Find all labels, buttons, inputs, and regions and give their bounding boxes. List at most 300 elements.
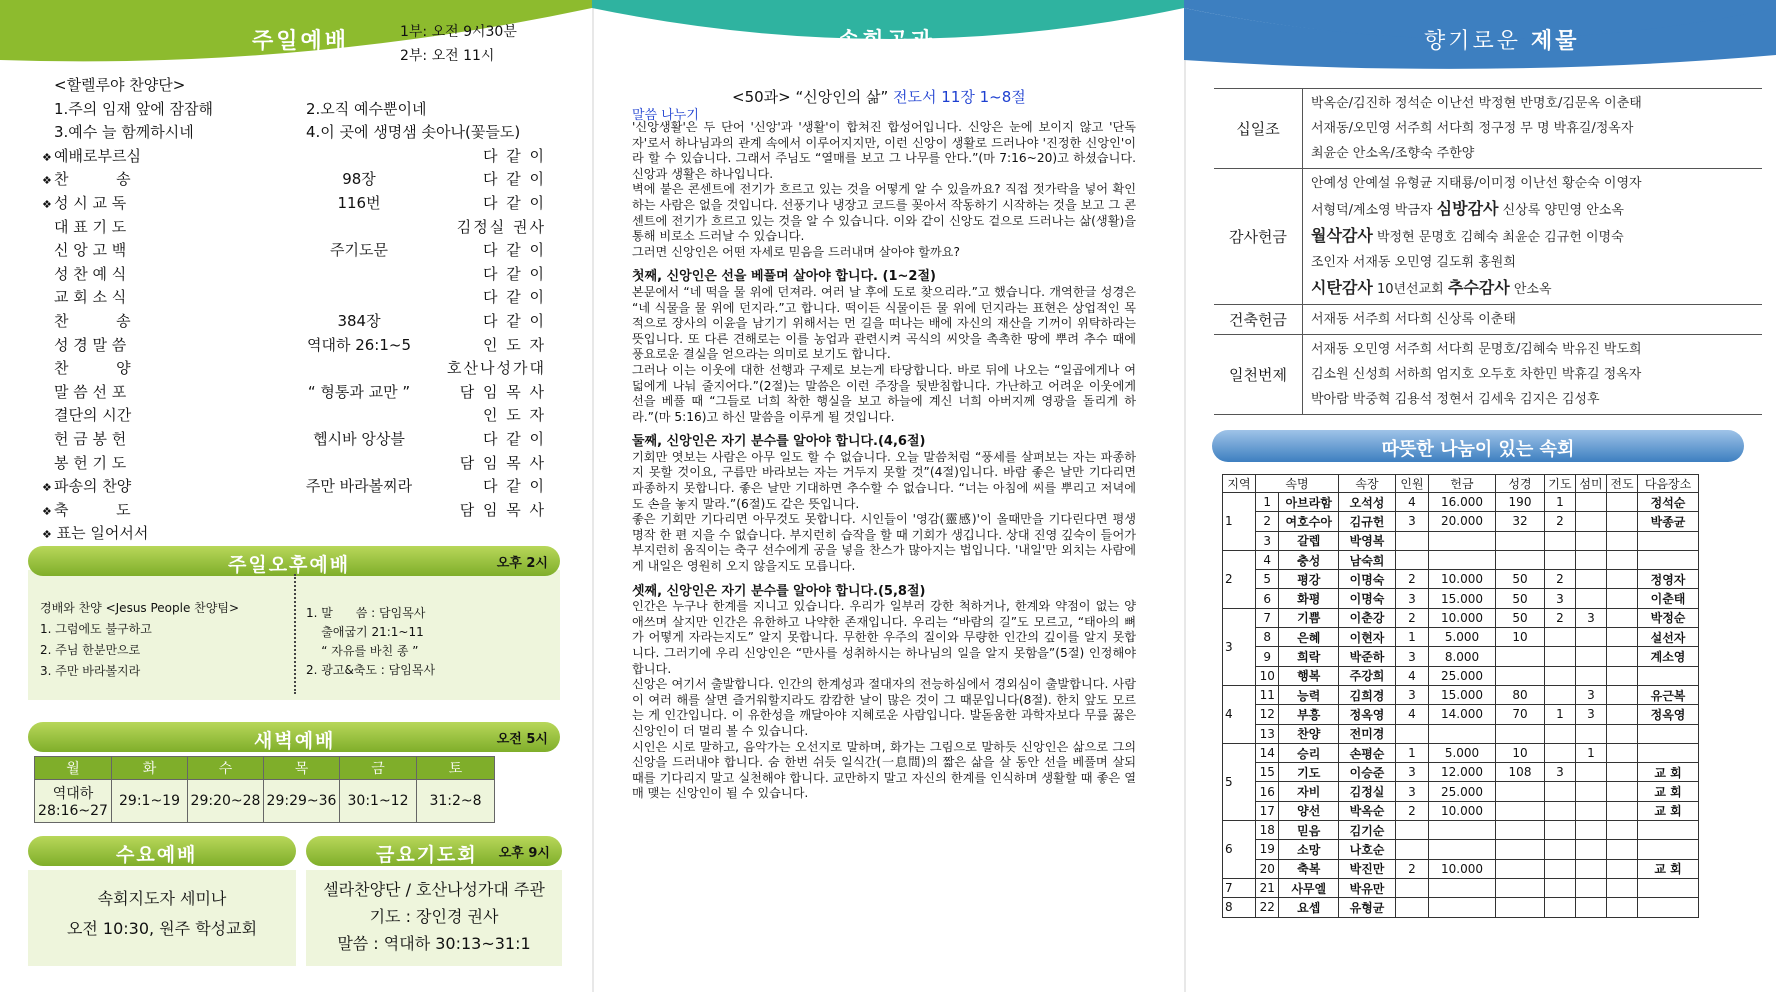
cell-n: 5 — [1256, 570, 1279, 589]
cell-cnt: 3 — [1396, 512, 1429, 531]
dawn-day: 토 — [417, 757, 495, 780]
cell-row — [1223, 493, 1699, 512]
order-item-name — [54, 452, 126, 476]
cell-s: 1 — [1576, 743, 1607, 762]
cell-next — [1638, 878, 1699, 897]
cell-amt: 15.000 — [1429, 685, 1496, 704]
cell-s — [1576, 666, 1607, 685]
cell-row — [1223, 840, 1699, 859]
cell-row — [1223, 570, 1699, 589]
cell-amt: 15.000 — [1429, 589, 1496, 608]
order-item-detail: 주만 바라볼찌라 — [305, 477, 413, 496]
cell-bible: 50 — [1496, 570, 1545, 589]
cell-s — [1576, 821, 1607, 840]
cell-amt: 8.000 — [1429, 647, 1496, 666]
lesson-scripture: 전도서 11장 1~8절 — [893, 88, 1026, 106]
cell-n: 19 — [1256, 840, 1279, 859]
cell-s: 3 — [1576, 608, 1607, 627]
cell-next: 교 회 — [1638, 859, 1699, 878]
lesson-paragraph: 신앙은 여기서 출발합니다. 인간의 한계성과 절대자의 전능하심에서 경외심이 출발합니다. 사람이 여러 해를 살면 즐거워할지라도 캄캄한 날이 많은 것이 그 때문입니다(8절). 한치 앞도 모르는 게 인간입니다. 이 유한성을 깨달아야 지혜로운 사람입니다. 발돋움한 과학자보다 무릎 꿇은 신앙인이 더 멀리 볼 수 있습니다. — [632, 677, 1136, 738]
offering-line — [1311, 223, 1754, 250]
order-row — [44, 428, 584, 452]
offerings-title — [1424, 24, 1580, 55]
cell-amt — [1429, 840, 1496, 859]
lesson-paragraph: 그러나 이는 이웃에 대한 선행과 구제로 보는게 타당합니다. 바로 뒤에 나오는 “일곱에게나 여덟에게 나눠 줄지어다.”(2절)는 말씀은 이런 주장을 뒷받침합니다. 가난하고 어려운 이웃에게 선을 베풀 때 “그들로 너희 착한 행실을 보고 하늘에 계신 너희 아버지께 영광을 돌리게 하라.”(마 5:16)고 하신 말씀을 이루게 될 것입니다. — [632, 362, 1136, 424]
order-item-label: 성 찬 예 식 — [54, 264, 127, 283]
offering-donors: 박정현 문명호 김혜숙 최윤순 김규헌 이명숙 — [1372, 230, 1624, 245]
cell-n: 10 — [1256, 666, 1279, 685]
cell-leader: 이승준 — [1339, 763, 1396, 782]
order-item-leader: 다 같 이 — [482, 477, 546, 496]
lesson-name: <50과> “신앙인의 삶” — [732, 88, 889, 106]
cell-bible: 32 — [1496, 512, 1545, 531]
cell-leader: 남숙희 — [1339, 550, 1396, 569]
cell-column-header: 속장 — [1339, 475, 1396, 493]
cell-s — [1576, 782, 1607, 801]
praise-song: 1.주의 임재 앞에 잠잠해 — [54, 99, 214, 118]
cell-s — [1576, 570, 1607, 589]
cell-name: 자비 — [1279, 782, 1339, 801]
cell-row — [1223, 589, 1699, 608]
order-item-detail: “ 형통과 교만 ” — [307, 382, 411, 401]
cell-area: 4 — [1223, 685, 1256, 743]
cell-next: 계소영 — [1638, 647, 1699, 666]
pm-service-title: 주일오후예배 — [228, 554, 351, 576]
order-item-name — [54, 216, 126, 240]
fri-line: 말씀 : 역대하 30:13~31:1 — [337, 934, 531, 953]
dawn-service-time: 오전 5시 — [496, 732, 548, 747]
cell-amt: 10.000 — [1429, 801, 1496, 820]
cell-column-header: 기도 — [1545, 475, 1576, 493]
cell-cnt: 4 — [1396, 705, 1429, 724]
cell-name: 행복 — [1279, 666, 1339, 685]
dawn-schedule-table — [34, 756, 495, 823]
order-item-name — [54, 381, 126, 405]
stand-note: 표는 일어서서 — [56, 524, 149, 543]
offering-line — [1311, 171, 1754, 196]
cell-leader: 김희경 — [1339, 685, 1396, 704]
dawn-reading: 30:1~12 — [340, 780, 417, 823]
order-item-leader: 다 같 이 — [482, 264, 546, 283]
cell-leader: 이명숙 — [1339, 570, 1396, 589]
cell-amt: 5.000 — [1429, 628, 1496, 647]
order-item-label: 파송의 찬양 — [54, 477, 132, 496]
cell-bible — [1496, 801, 1545, 820]
dawn-reading: 역대하 28:16~27 — [35, 780, 112, 823]
cell-row — [1223, 512, 1699, 531]
order-row — [44, 475, 584, 499]
cell-pray: 2 — [1545, 512, 1576, 531]
cell-leader: 이춘강 — [1339, 608, 1396, 627]
bullet-icon: ❖ — [42, 174, 52, 188]
cell-n: 9 — [1256, 647, 1279, 666]
offering-line — [1311, 196, 1754, 223]
cell-n: 3 — [1256, 531, 1279, 550]
wed-service-box — [28, 870, 296, 966]
offering-type: 감사헌금 — [1214, 169, 1303, 305]
dawn-day: 수 — [188, 757, 264, 780]
cell-row — [1223, 743, 1699, 762]
order-item-label: 교 회 소 식 — [54, 288, 127, 307]
cell-row — [1223, 608, 1699, 627]
lesson-text — [632, 120, 1136, 802]
lesson-header — [592, 0, 1184, 70]
order-item-label: 성 시 교 독 — [54, 193, 127, 212]
praise-song: 3.예수 늘 함께하시네 — [54, 123, 194, 142]
order-row — [44, 452, 584, 476]
cell-ev — [1607, 608, 1638, 627]
offerings-title-a: 향기로운 — [1424, 29, 1532, 54]
cell-area: 6 — [1223, 821, 1256, 879]
cell-next: 정석순 — [1638, 493, 1699, 512]
order-item-label: 말 씀 선 포 — [54, 382, 127, 401]
cell-pray: 2 — [1545, 608, 1576, 627]
cell-ev — [1607, 666, 1638, 685]
cell-next — [1638, 666, 1699, 685]
order-row — [44, 499, 584, 523]
cell-name: 기쁨 — [1279, 608, 1339, 627]
cell-n: 6 — [1256, 589, 1279, 608]
offering-line — [1311, 275, 1754, 302]
cell-pray — [1545, 801, 1576, 820]
order-row — [44, 381, 584, 405]
offering-donors: 신상록 양민영 안소옥 — [1498, 203, 1624, 218]
pm-praise-song: 2. 주님 한분만으로 — [40, 643, 141, 657]
order-item-name — [42, 192, 127, 217]
dawn-day: 화 — [112, 757, 188, 780]
cell-s — [1576, 589, 1607, 608]
offering-row — [1214, 169, 1762, 305]
order-item-name — [54, 357, 131, 381]
cell-ev — [1607, 705, 1638, 724]
pm-sermon-info — [306, 604, 435, 680]
cell-bible — [1496, 647, 1545, 666]
pm-sermon-line: 1. 말 씀 : 담임목사 — [306, 606, 426, 620]
cell-row — [1223, 666, 1699, 685]
cell-ev — [1607, 821, 1638, 840]
cell-cnt — [1396, 821, 1429, 840]
offering-category: 월삭감사 — [1311, 226, 1373, 245]
cell-area: 5 — [1223, 743, 1256, 820]
cell-cnt — [1396, 724, 1429, 743]
cell-ev — [1607, 898, 1638, 917]
order-row — [44, 263, 584, 287]
lesson-point-heading: 셋째, 신앙인은 자기 분수를 알아야 합니다.(5,8절) — [632, 583, 926, 599]
wed-service-title: 수요예배 — [116, 844, 198, 866]
offering-line — [1311, 387, 1754, 412]
cell-row — [1223, 763, 1699, 782]
cell-row — [1223, 782, 1699, 801]
cell-row — [1223, 801, 1699, 820]
cell-cnt: 1 — [1396, 743, 1429, 762]
cell-bible — [1496, 666, 1545, 685]
offering-names — [1303, 169, 1763, 305]
cell-pray — [1545, 647, 1576, 666]
dawn-service-band — [28, 722, 560, 752]
offerings-table — [1214, 88, 1762, 415]
offering-line — [1311, 337, 1754, 362]
cell-leader: 이명숙 — [1339, 589, 1396, 608]
order-item-label: 신 앙 고 백 — [54, 241, 127, 260]
cell-leader: 나호순 — [1339, 840, 1396, 859]
cell-row — [1223, 531, 1699, 550]
cell-area: 8 — [1223, 898, 1256, 917]
pm-sermon-line: 2. 광고&축도 : 담임목사 — [306, 663, 436, 677]
offering-line — [1311, 116, 1754, 141]
cell-next: 교 회 — [1638, 782, 1699, 801]
cell-next — [1638, 743, 1699, 762]
cell-cnt: 4 — [1396, 666, 1429, 685]
pm-divider — [294, 574, 296, 694]
lesson-paragraph: 그러면 신앙인은 어떤 자세로 믿음을 드러내며 살아야 할까요? — [632, 244, 960, 259]
fri-line: 셀라찬양단 / 호산나성가대 주관 — [323, 880, 545, 899]
cell-cnt: 2 — [1396, 570, 1429, 589]
order-row — [44, 216, 584, 240]
offering-line — [1311, 362, 1754, 387]
cell-cnt: 3 — [1396, 763, 1429, 782]
cell-column-header: 전도 — [1607, 475, 1638, 493]
cell-amt: 10.000 — [1429, 570, 1496, 589]
cell-next — [1638, 550, 1699, 569]
cell-cnt — [1396, 898, 1429, 917]
order-item-name — [42, 168, 131, 193]
cell-leader: 박영복 — [1339, 531, 1396, 550]
cell-pray — [1545, 685, 1576, 704]
order-item-label: 헌 금 봉 헌 — [54, 429, 127, 448]
cell-ev — [1607, 685, 1638, 704]
cell-n: 15 — [1256, 763, 1279, 782]
offering-donors: 서재동 오민영 서주희 서다희 문명호/김혜숙 박유진 박도희 — [1311, 342, 1642, 357]
cell-bible: 50 — [1496, 589, 1545, 608]
cell-name: 은혜 — [1279, 628, 1339, 647]
cell-s — [1576, 898, 1607, 917]
cell-amt — [1429, 821, 1496, 840]
talk-label: 말씀 나누기 — [632, 108, 699, 123]
service-times — [400, 20, 517, 68]
order-row — [44, 145, 584, 169]
cell-leader: 김기순 — [1339, 821, 1396, 840]
cell-bible — [1496, 821, 1545, 840]
bullet-icon: ❖ — [42, 150, 52, 164]
offerings-title-b: 제물 — [1531, 29, 1580, 54]
cell-bible — [1496, 898, 1545, 917]
cell-pray: 1 — [1545, 493, 1576, 512]
order-item-leader: 다 같 이 — [482, 193, 546, 212]
cell-pray — [1545, 878, 1576, 897]
order-row — [44, 334, 584, 358]
fri-service-title: 금요기도회 — [376, 844, 478, 866]
cell-column-header: 헌금 — [1429, 475, 1496, 493]
cell-cnt: 3 — [1396, 589, 1429, 608]
cell-leader: 박진만 — [1339, 859, 1396, 878]
cell-cnt: 3 — [1396, 647, 1429, 666]
order-item-name — [54, 404, 131, 428]
order-item-detail: 역대하 26:1~5 — [306, 335, 412, 354]
order-item-label: 성 경 말 씀 — [54, 335, 127, 354]
cell-bible — [1496, 724, 1545, 743]
cell-pray — [1545, 743, 1576, 762]
cell-amt: 14.000 — [1429, 705, 1496, 724]
cell-amt: 20.000 — [1429, 512, 1496, 531]
cell-amt: 10.000 — [1429, 859, 1496, 878]
cell-column-header: 인원 — [1396, 475, 1429, 493]
order-item-leader: 다 같 이 — [482, 170, 546, 189]
order-item-name — [54, 334, 126, 358]
order-item-label: 대 표 기 도 — [54, 217, 127, 236]
lesson-point-heading: 둘째, 신앙인은 자기 분수를 알아야 합니다.(4,6절) — [632, 434, 926, 450]
sunday-service-panel — [0, 0, 592, 992]
cell-area: 2 — [1223, 550, 1256, 608]
cell-leader: 오석성 — [1339, 493, 1396, 512]
bullet-icon: ❖ — [42, 481, 52, 495]
order-row — [44, 310, 584, 334]
order-item-leader: 다 같 이 — [482, 429, 546, 448]
praise-team-header: <할렐루야 찬양단> — [54, 76, 186, 94]
cell-n: 7 — [1256, 608, 1279, 627]
lesson-title — [732, 86, 1026, 107]
offering-row — [1214, 305, 1762, 335]
order-row — [44, 168, 584, 192]
cell-pray — [1545, 898, 1576, 917]
cell-s — [1576, 493, 1607, 512]
cell-bible: 50 — [1496, 608, 1545, 627]
order-item-leader: 호산나성가대 — [447, 359, 546, 378]
cell-name: 아브라함 — [1279, 493, 1339, 512]
order-item-name — [54, 428, 126, 452]
cell-cnt — [1396, 550, 1429, 569]
cell-ev — [1607, 531, 1638, 550]
cell-amt: 10.000 — [1429, 608, 1496, 627]
pm-praise-header: 경배와 찬양 <Jesus People 찬양팀> — [40, 601, 240, 615]
praise-song: 2.오직 예수뿐이네 — [306, 99, 427, 118]
offering-donors: 김소원 신성희 서하희 엄지호 오두호 차한민 박휴길 정옥자 — [1311, 367, 1642, 382]
cell-cnt: 4 — [1396, 493, 1429, 512]
cell-bible: 10 — [1496, 743, 1545, 762]
cell-name: 평강 — [1279, 570, 1339, 589]
praise-song: 4.이 곳에 생명샘 솟아나(꽃들도) — [306, 123, 521, 142]
cell-s — [1576, 724, 1607, 743]
cell-name: 믿음 — [1279, 821, 1339, 840]
order-item-label: 봉 헌 기 도 — [54, 453, 127, 472]
order-item-leader: 담 임 목 사 — [459, 453, 546, 472]
order-item-label: 축 도 — [54, 500, 131, 519]
cell-column-header: 지역 — [1223, 475, 1256, 493]
cell-n: 13 — [1256, 724, 1279, 743]
order-item-detail: 헵시바 앙상블 — [313, 429, 405, 448]
offering-donors: 안소옥 — [1509, 282, 1552, 297]
cell-n: 14 — [1256, 743, 1279, 762]
cell-name: 희락 — [1279, 647, 1339, 666]
cell-column-header: 성경 — [1496, 475, 1545, 493]
cell-pray — [1545, 724, 1576, 743]
order-item-leader: 인 도 자 — [482, 406, 546, 425]
offering-category: 시탄감사 — [1311, 278, 1373, 297]
cell-name: 여호수아 — [1279, 512, 1339, 531]
cell-cnt: 2 — [1396, 859, 1429, 878]
cell-ev — [1607, 782, 1638, 801]
cell-n: 20 — [1256, 859, 1279, 878]
offering-type: 일천번제 — [1214, 335, 1303, 415]
cell-next — [1638, 531, 1699, 550]
cell-row — [1223, 647, 1699, 666]
cell-amt: 5.000 — [1429, 743, 1496, 762]
pm-praise-song: 1. 그럼에도 불구하고 — [40, 622, 152, 636]
dawn-reading: 29:20~28 — [188, 780, 264, 823]
offering-donors: 서형덕/계소영 박금자 — [1311, 203, 1437, 218]
cell-row — [1223, 878, 1699, 897]
order-item-leader: 담 임 목 사 — [459, 382, 546, 401]
cell-leader: 전미경 — [1339, 724, 1396, 743]
cell-pray: 3 — [1545, 763, 1576, 782]
lesson-paragraph: 본문에서 “네 떡을 물 위에 던져라. 여러 날 후에 도로 찾으리라.”고 했습니다. 개역한글 성경은 “네 식물을 물 위에 던지라.”고 합니다. 떡이든 식물이든 물 위에 던지라는 표현은 상업적인 목적으로 장사의 이윤을 남기기 위해서는 먼 길을 떠나는 배에 자신의 재산을 기꺼이 위탁하라는 뜻입니다. 또 다른 견해로는 이를 농업과 관련시켜 곡식의 씨앗을 촉촉한 땅에 뿌려 추수 때에 풍요로운 결실을 얻으라는 의미로 보기도 합니다. — [632, 284, 1136, 362]
order-row — [44, 192, 584, 216]
cell-leader: 박옥순 — [1339, 801, 1396, 820]
cell-name: 축복 — [1279, 859, 1339, 878]
offering-row — [1214, 335, 1762, 415]
cell-row — [1223, 685, 1699, 704]
cell-bible — [1496, 859, 1545, 878]
lesson-paragraph: 시인은 시로 말하고, 음악가는 오선지로 말하며, 화가는 그림으로 말하듯 신앙인은 삶으로 그의 신앙을 드러내야 합니다. 숨 한번 쉬듯 일식간(一息間)의 짧은 삶을 살 동안 선을 베풀며 살되 때를 기다리지 말고 실천해야 합니다. 교만하지 말고 자신의 한계를 인식하며 생활할 때 좋은 열매 맺는 신앙인이 될 수 있습니다. — [632, 739, 1136, 801]
cell-ev — [1607, 512, 1638, 531]
cell-next — [1638, 821, 1699, 840]
cell-pray — [1545, 859, 1576, 878]
cell-bible: 108 — [1496, 763, 1545, 782]
cell-column-header: 다음장소 — [1638, 475, 1699, 493]
order-item-leader: 김정실 권사 — [456, 217, 546, 236]
lesson-paragraph: 인간은 누구나 한계를 지니고 있습니다. 우리가 일부러 강한 척하거나, 한계와 약점이 없는 양 애쓰며 살지만 인간은 유한하고 나약한 존재입니다. 우리는 “바람의 길”도 모르고, “태아의 뼈가 어떻게 자라는지도” 알지 못합니다. 무한한 우주의 질이와 무량한 인간의 깊이를 알지 못합니다. 그러기에 우리 신앙인은 “만사를 성취하시는 하나님의 일을 알지 못함을”(5절) 인정해야 합니다. — [632, 599, 1136, 676]
sunday-title: 주일예배 — [252, 29, 350, 54]
cell-leader: 주강희 — [1339, 666, 1396, 685]
cell-ev — [1607, 628, 1638, 647]
cell-n: 4 — [1256, 550, 1279, 569]
order-item-name — [54, 310, 131, 334]
cell-n: 11 — [1256, 685, 1279, 704]
wed-line: 오전 10:30, 원주 학성교회 — [66, 919, 258, 938]
dawn-reading: 31:2~8 — [417, 780, 495, 823]
offering-donors: 안예성 안예설 유형균 지태룡/이미정 이난선 황순숙 이영자 — [1311, 176, 1642, 191]
cell-cnt — [1396, 840, 1429, 859]
cell-ev — [1607, 743, 1638, 762]
cell-leader: 박유만 — [1339, 878, 1396, 897]
cell-s — [1576, 840, 1607, 859]
cell-pray — [1545, 666, 1576, 685]
dawn-day: 월 — [35, 757, 112, 780]
cell-ev — [1607, 878, 1638, 897]
offering-donors: 서재동/오민영 서주희 서다희 정구정 무 명 박휴길/정옥자 — [1311, 121, 1634, 136]
cell-s — [1576, 550, 1607, 569]
cell-ev — [1607, 647, 1638, 666]
cell-cnt: 3 — [1396, 782, 1429, 801]
cell-n: 2 — [1256, 512, 1279, 531]
offering-donors: 10년선교회 — [1372, 282, 1448, 297]
lesson-paragraph: 좋은 기회만 기다리면 아무것도 못합니다. 시인들이 '영감(靈感)'이 올때만을 기다린다면 평생 명작 한 편 지을 수 없습니다. 부지런히 습작을 할 때 기회가 생깁니다. 상대 진영 깊숙이 들어가 부지런히 움직이는 축구 선수에게 공을 넣을 찬스가 많아지는 법입니다. '내일'만 외치는 사람에게 내일은 영원히 오지 않을지도 모릅니다. — [632, 512, 1136, 574]
dawn-reading: 29:1~19 — [112, 780, 188, 823]
cell-row — [1223, 628, 1699, 647]
cell-next — [1638, 724, 1699, 743]
cell-leader: 유형균 — [1339, 898, 1396, 917]
cell-pray: 2 — [1545, 570, 1576, 589]
cell-bible — [1496, 840, 1545, 859]
cell-ev — [1607, 589, 1638, 608]
cell-s: 3 — [1576, 705, 1607, 724]
wed-line: 속회지도자 세미나 — [97, 889, 227, 908]
order-row — [44, 239, 584, 263]
cell-amt: 16.000 — [1429, 493, 1496, 512]
cell-pray — [1545, 550, 1576, 569]
pm-service-band — [28, 546, 560, 576]
offering-type: 십일조 — [1214, 89, 1303, 169]
cell-s — [1576, 763, 1607, 782]
